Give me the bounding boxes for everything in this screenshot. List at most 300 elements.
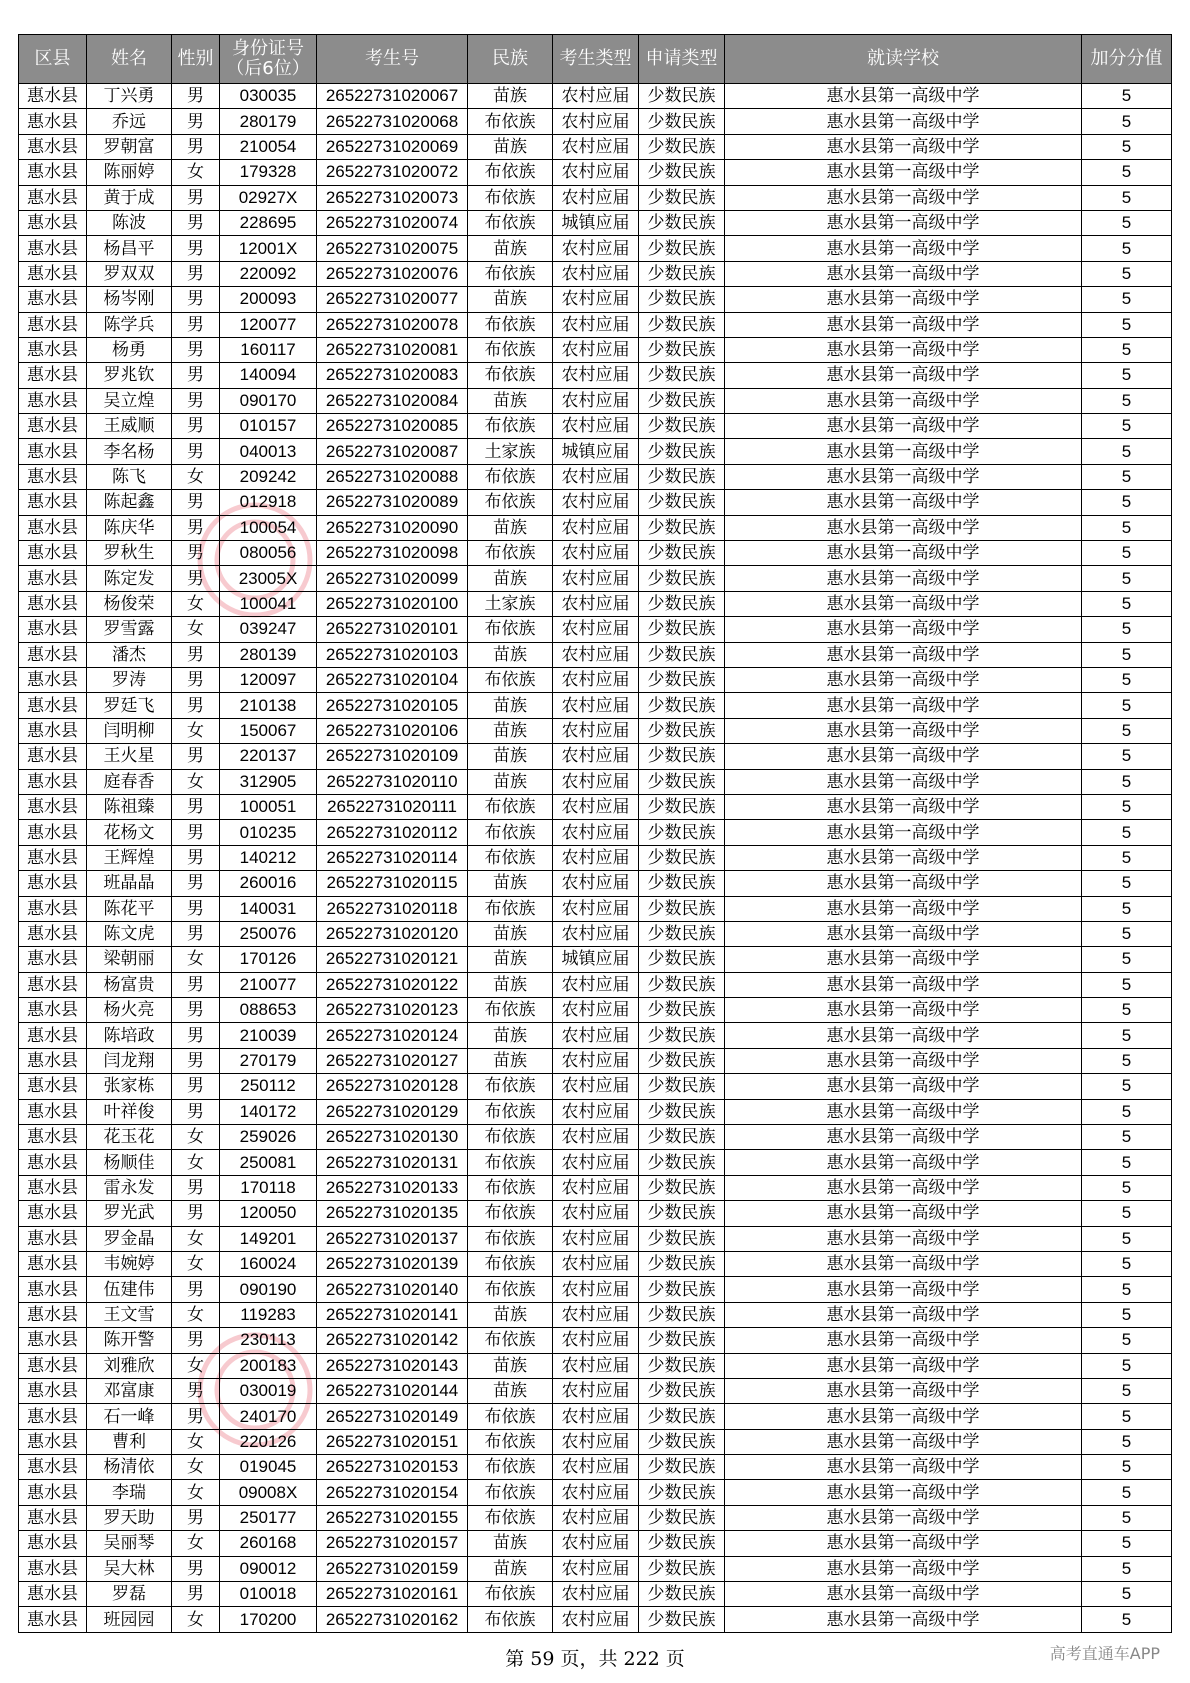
cell-school: 惠水县第一高级中学 xyxy=(725,1505,1082,1530)
cell-school: 惠水县第一高级中学 xyxy=(725,312,1082,337)
cell-candidate-type: 农村应届 xyxy=(553,642,639,667)
cell-district: 惠水县 xyxy=(19,1607,87,1632)
cell-ethnicity: 苗族 xyxy=(468,1302,553,1327)
cell-id-last6: 250076 xyxy=(220,921,317,946)
cell-district: 惠水县 xyxy=(19,972,87,997)
cell-district: 惠水县 xyxy=(19,388,87,413)
cell-application-type: 少数民族 xyxy=(639,541,725,566)
cell-candidate-type: 农村应届 xyxy=(553,1251,639,1276)
cell-candidate-type: 农村应届 xyxy=(553,1480,639,1505)
cell-bonus-points: 5 xyxy=(1082,744,1172,769)
cell-gender: 男 xyxy=(172,1099,220,1124)
cell-exam-number: 26522731020144 xyxy=(317,1378,468,1403)
cell-school: 惠水县第一高级中学 xyxy=(725,490,1082,515)
cell-application-type: 少数民族 xyxy=(639,414,725,439)
table-row xyxy=(19,1125,1172,1150)
cell-school: 惠水县第一高级中学 xyxy=(725,1455,1082,1480)
cell-id-last6: 160117 xyxy=(220,337,317,362)
cell-exam-number: 26522731020085 xyxy=(317,414,468,439)
cell-name: 闫龙翔 xyxy=(87,1048,172,1073)
cell-school: 惠水县第一高级中学 xyxy=(725,1125,1082,1150)
cell-exam-number: 26522731020111 xyxy=(317,794,468,819)
page-number: 第 59 页，共 222 页 xyxy=(505,1648,685,1670)
cell-id-last6: 280179 xyxy=(220,109,317,134)
cell-application-type: 少数民族 xyxy=(639,388,725,413)
cell-id-last6: 012918 xyxy=(220,490,317,515)
cell-gender: 女 xyxy=(172,769,220,794)
cell-exam-number: 26522731020072 xyxy=(317,160,468,185)
cell-bonus-points: 5 xyxy=(1082,642,1172,667)
table-row xyxy=(19,261,1172,286)
cell-school: 惠水县第一高级中学 xyxy=(725,642,1082,667)
cell-school: 惠水县第一高级中学 xyxy=(725,617,1082,642)
cell-exam-number: 26522731020155 xyxy=(317,1505,468,1530)
cell-bonus-points: 5 xyxy=(1082,1455,1172,1480)
cell-school: 惠水县第一高级中学 xyxy=(725,972,1082,997)
table-row xyxy=(19,1023,1172,1048)
cell-exam-number: 26522731020100 xyxy=(317,591,468,616)
cell-id-last6: 088653 xyxy=(220,998,317,1023)
cell-exam-number: 26522731020081 xyxy=(317,337,468,362)
cell-exam-number: 26522731020141 xyxy=(317,1302,468,1327)
cell-gender: 男 xyxy=(172,312,220,337)
cell-school: 惠水县第一高级中学 xyxy=(725,1048,1082,1073)
cell-exam-number: 26522731020161 xyxy=(317,1582,468,1607)
cell-ethnicity: 苗族 xyxy=(468,1378,553,1403)
cell-candidate-type: 农村应届 xyxy=(553,160,639,185)
cell-district: 惠水县 xyxy=(19,1175,87,1200)
cell-bonus-points: 5 xyxy=(1082,388,1172,413)
cell-gender: 女 xyxy=(172,464,220,489)
cell-exam-number: 26522731020162 xyxy=(317,1607,468,1632)
cell-candidate-type: 农村应届 xyxy=(553,693,639,718)
cell-school: 惠水县第一高级中学 xyxy=(725,566,1082,591)
cell-id-last6: 23005X xyxy=(220,566,317,591)
cell-application-type: 少数民族 xyxy=(639,363,725,388)
cell-bonus-points: 5 xyxy=(1082,1226,1172,1251)
cell-exam-number: 26522731020074 xyxy=(317,210,468,235)
cell-name: 罗朝富 xyxy=(87,134,172,159)
cell-bonus-points: 5 xyxy=(1082,1175,1172,1200)
table-row xyxy=(19,210,1172,235)
cell-gender: 男 xyxy=(172,490,220,515)
cell-name: 陈祖臻 xyxy=(87,794,172,819)
cell-gender: 男 xyxy=(172,1404,220,1429)
cell-application-type: 少数民族 xyxy=(639,1556,725,1581)
cell-ethnicity: 苗族 xyxy=(468,642,553,667)
cell-district: 惠水县 xyxy=(19,1201,87,1226)
cell-name: 杨俊荣 xyxy=(87,591,172,616)
table-row xyxy=(19,744,1172,769)
cell-gender: 男 xyxy=(172,921,220,946)
cell-school: 惠水县第一高级中学 xyxy=(725,1251,1082,1276)
cell-name: 吴大林 xyxy=(87,1556,172,1581)
cell-ethnicity: 布依族 xyxy=(468,1607,553,1632)
cell-application-type: 少数民族 xyxy=(639,617,725,642)
header-name: 姓名 xyxy=(87,35,172,84)
cell-candidate-type: 城镇应届 xyxy=(553,439,639,464)
cell-application-type: 少数民族 xyxy=(639,1378,725,1403)
cell-id-last6: 100041 xyxy=(220,591,317,616)
cell-gender: 女 xyxy=(172,1607,220,1632)
cell-application-type: 少数民族 xyxy=(639,109,725,134)
cell-gender: 女 xyxy=(172,591,220,616)
table-row xyxy=(19,1378,1172,1403)
cell-district: 惠水县 xyxy=(19,921,87,946)
table-row xyxy=(19,718,1172,743)
cell-application-type: 少数民族 xyxy=(639,464,725,489)
cell-id-last6: 149201 xyxy=(220,1226,317,1251)
table-row xyxy=(19,794,1172,819)
cell-exam-number: 26522731020089 xyxy=(317,490,468,515)
cell-candidate-type: 农村应届 xyxy=(553,541,639,566)
table-row xyxy=(19,236,1172,261)
cell-bonus-points: 5 xyxy=(1082,84,1172,109)
cell-ethnicity: 布依族 xyxy=(468,464,553,489)
cell-gender: 男 xyxy=(172,1328,220,1353)
cell-ethnicity: 布依族 xyxy=(468,1150,553,1175)
cell-name: 潘杰 xyxy=(87,642,172,667)
cell-candidate-type: 农村应届 xyxy=(553,1023,639,1048)
cell-id-last6: 120097 xyxy=(220,667,317,692)
cell-school: 惠水县第一高级中学 xyxy=(725,896,1082,921)
cell-application-type: 少数民族 xyxy=(639,1582,725,1607)
cell-exam-number: 26522731020088 xyxy=(317,464,468,489)
cell-application-type: 少数民族 xyxy=(639,312,725,337)
table-row xyxy=(19,439,1172,464)
cell-name: 乔远 xyxy=(87,109,172,134)
cell-id-last6: 140094 xyxy=(220,363,317,388)
cell-id-last6: 010157 xyxy=(220,414,317,439)
cell-school: 惠水县第一高级中学 xyxy=(725,84,1082,109)
cell-gender: 女 xyxy=(172,1455,220,1480)
table-header-row xyxy=(19,35,1172,84)
cell-district: 惠水县 xyxy=(19,1226,87,1251)
cell-exam-number: 26522731020104 xyxy=(317,667,468,692)
cell-candidate-type: 农村应届 xyxy=(553,794,639,819)
cell-district: 惠水县 xyxy=(19,1150,87,1175)
cell-name: 闫明柳 xyxy=(87,718,172,743)
cell-gender: 男 xyxy=(172,972,220,997)
cell-ethnicity: 布依族 xyxy=(468,312,553,337)
cell-ethnicity: 布依族 xyxy=(468,794,553,819)
cell-name: 杨火亮 xyxy=(87,998,172,1023)
cell-bonus-points: 5 xyxy=(1082,693,1172,718)
cell-name: 黄于成 xyxy=(87,185,172,210)
table-row xyxy=(19,1582,1172,1607)
cell-id-last6: 010018 xyxy=(220,1582,317,1607)
cell-gender: 男 xyxy=(172,363,220,388)
cell-gender: 男 xyxy=(172,109,220,134)
cell-application-type: 少数民族 xyxy=(639,591,725,616)
cell-ethnicity: 苗族 xyxy=(468,134,553,159)
cell-ethnicity: 苗族 xyxy=(468,566,553,591)
cell-district: 惠水县 xyxy=(19,1455,87,1480)
cell-application-type: 少数民族 xyxy=(639,693,725,718)
cell-school: 惠水县第一高级中学 xyxy=(725,1404,1082,1429)
cell-school: 惠水县第一高级中学 xyxy=(725,693,1082,718)
cell-school: 惠水县第一高级中学 xyxy=(725,1378,1082,1403)
cell-id-last6: 250081 xyxy=(220,1150,317,1175)
cell-id-last6: 210138 xyxy=(220,693,317,718)
cell-ethnicity: 布依族 xyxy=(468,1175,553,1200)
cell-ethnicity: 苗族 xyxy=(468,287,553,312)
cell-ethnicity: 苗族 xyxy=(468,972,553,997)
cell-exam-number: 26522731020106 xyxy=(317,718,468,743)
cell-bonus-points: 5 xyxy=(1082,896,1172,921)
cell-school: 惠水县第一高级中学 xyxy=(725,1074,1082,1099)
cell-candidate-type: 农村应届 xyxy=(553,515,639,540)
cell-ethnicity: 苗族 xyxy=(468,1556,553,1581)
cell-bonus-points: 5 xyxy=(1082,794,1172,819)
cell-ethnicity: 布依族 xyxy=(468,337,553,362)
cell-id-last6: 170118 xyxy=(220,1175,317,1200)
cell-ethnicity: 布依族 xyxy=(468,490,553,515)
cell-gender: 男 xyxy=(172,998,220,1023)
cell-candidate-type: 农村应届 xyxy=(553,998,639,1023)
cell-application-type: 少数民族 xyxy=(639,921,725,946)
cell-id-last6: 210077 xyxy=(220,972,317,997)
cell-gender: 女 xyxy=(172,1429,220,1454)
table-row xyxy=(19,1074,1172,1099)
cell-application-type: 少数民族 xyxy=(639,337,725,362)
cell-gender: 男 xyxy=(172,541,220,566)
cell-id-last6: 170126 xyxy=(220,947,317,972)
cell-id-last6: 209242 xyxy=(220,464,317,489)
cell-candidate-type: 农村应届 xyxy=(553,1099,639,1124)
table-row xyxy=(19,693,1172,718)
cell-application-type: 少数民族 xyxy=(639,998,725,1023)
cell-bonus-points: 5 xyxy=(1082,236,1172,261)
cell-candidate-type: 农村应届 xyxy=(553,744,639,769)
table-row xyxy=(19,84,1172,109)
header-candidate-type: 考生类型 xyxy=(553,35,639,84)
cell-application-type: 少数民族 xyxy=(639,1480,725,1505)
cell-gender: 男 xyxy=(172,642,220,667)
cell-bonus-points: 5 xyxy=(1082,1201,1172,1226)
cell-exam-number: 26522731020129 xyxy=(317,1099,468,1124)
cell-school: 惠水县第一高级中学 xyxy=(725,1480,1082,1505)
table-row xyxy=(19,490,1172,515)
cell-application-type: 少数民族 xyxy=(639,1150,725,1175)
cell-name: 石一峰 xyxy=(87,1404,172,1429)
cell-district: 惠水县 xyxy=(19,515,87,540)
table-row xyxy=(19,998,1172,1023)
cell-exam-number: 26522731020098 xyxy=(317,541,468,566)
table-row xyxy=(19,617,1172,642)
cell-school: 惠水县第一高级中学 xyxy=(725,947,1082,972)
cell-ethnicity: 布依族 xyxy=(468,896,553,921)
cell-ethnicity: 苗族 xyxy=(468,1531,553,1556)
cell-school: 惠水县第一高级中学 xyxy=(725,515,1082,540)
table-row xyxy=(19,388,1172,413)
cell-name: 李瑞 xyxy=(87,1480,172,1505)
cell-name: 雷永发 xyxy=(87,1175,172,1200)
table-row xyxy=(19,109,1172,134)
cell-district: 惠水县 xyxy=(19,1505,87,1530)
cell-gender: 女 xyxy=(172,1480,220,1505)
cell-gender: 男 xyxy=(172,896,220,921)
cell-district: 惠水县 xyxy=(19,1023,87,1048)
cell-name: 罗磊 xyxy=(87,1582,172,1607)
table-row xyxy=(19,769,1172,794)
cell-exam-number: 26522731020131 xyxy=(317,1150,468,1175)
cell-ethnicity: 布依族 xyxy=(468,667,553,692)
cell-candidate-type: 农村应届 xyxy=(553,1455,639,1480)
cell-district: 惠水县 xyxy=(19,236,87,261)
cell-school: 惠水县第一高级中学 xyxy=(725,591,1082,616)
cell-name: 罗雪露 xyxy=(87,617,172,642)
cell-candidate-type: 农村应届 xyxy=(553,490,639,515)
table-row xyxy=(19,1480,1172,1505)
cell-ethnicity: 苗族 xyxy=(468,388,553,413)
cell-gender: 男 xyxy=(172,1582,220,1607)
cell-school: 惠水县第一高级中学 xyxy=(725,541,1082,566)
cell-name: 王威顺 xyxy=(87,414,172,439)
cell-district: 惠水县 xyxy=(19,744,87,769)
cell-ethnicity: 布依族 xyxy=(468,414,553,439)
cell-school: 惠水县第一高级中学 xyxy=(725,718,1082,743)
cell-exam-number: 26522731020110 xyxy=(317,769,468,794)
cell-name: 王文雪 xyxy=(87,1302,172,1327)
cell-application-type: 少数民族 xyxy=(639,287,725,312)
cell-id-last6: 019045 xyxy=(220,1455,317,1480)
cell-candidate-type: 农村应届 xyxy=(553,134,639,159)
cell-ethnicity: 苗族 xyxy=(468,744,553,769)
cell-ethnicity: 苗族 xyxy=(468,693,553,718)
cell-exam-number: 26522731020124 xyxy=(317,1023,468,1048)
cell-id-last6: 179328 xyxy=(220,160,317,185)
cell-id-last6: 228695 xyxy=(220,210,317,235)
cell-bonus-points: 5 xyxy=(1082,210,1172,235)
cell-id-last6: 140031 xyxy=(220,896,317,921)
cell-district: 惠水县 xyxy=(19,439,87,464)
table-row xyxy=(19,414,1172,439)
cell-bonus-points: 5 xyxy=(1082,134,1172,159)
cell-bonus-points: 5 xyxy=(1082,1099,1172,1124)
cell-bonus-points: 5 xyxy=(1082,1251,1172,1276)
cell-ethnicity: 布依族 xyxy=(468,1404,553,1429)
cell-candidate-type: 农村应届 xyxy=(553,337,639,362)
cell-gender: 男 xyxy=(172,845,220,870)
cell-district: 惠水县 xyxy=(19,591,87,616)
cell-name: 陈培政 xyxy=(87,1023,172,1048)
cell-ethnicity: 布依族 xyxy=(468,1099,553,1124)
cell-id-last6: 09008X xyxy=(220,1480,317,1505)
cell-bonus-points: 5 xyxy=(1082,490,1172,515)
table-row xyxy=(19,642,1172,667)
cell-gender: 男 xyxy=(172,261,220,286)
cell-school: 惠水县第一高级中学 xyxy=(725,1556,1082,1581)
cell-bonus-points: 5 xyxy=(1082,1404,1172,1429)
cell-bonus-points: 5 xyxy=(1082,109,1172,134)
cell-bonus-points: 5 xyxy=(1082,769,1172,794)
cell-id-last6: 090190 xyxy=(220,1277,317,1302)
cell-district: 惠水县 xyxy=(19,1048,87,1073)
cell-ethnicity: 苗族 xyxy=(468,84,553,109)
cell-gender: 男 xyxy=(172,566,220,591)
cell-name: 吴丽琴 xyxy=(87,1531,172,1556)
cell-ethnicity: 布依族 xyxy=(468,820,553,845)
cell-gender: 男 xyxy=(172,1505,220,1530)
cell-exam-number: 26522731020083 xyxy=(317,363,468,388)
cell-exam-number: 26522731020101 xyxy=(317,617,468,642)
cell-ethnicity: 布依族 xyxy=(468,210,553,235)
cell-district: 惠水县 xyxy=(19,337,87,362)
cell-school: 惠水县第一高级中学 xyxy=(725,794,1082,819)
cell-school: 惠水县第一高级中学 xyxy=(725,109,1082,134)
cell-application-type: 少数民族 xyxy=(639,1175,725,1200)
table-row xyxy=(19,1048,1172,1073)
cell-exam-number: 26522731020105 xyxy=(317,693,468,718)
cell-district: 惠水县 xyxy=(19,363,87,388)
cell-exam-number: 26522731020122 xyxy=(317,972,468,997)
cell-gender: 男 xyxy=(172,236,220,261)
table-row xyxy=(19,820,1172,845)
cell-school: 惠水县第一高级中学 xyxy=(725,1582,1082,1607)
cell-application-type: 少数民族 xyxy=(639,84,725,109)
table-row xyxy=(19,845,1172,870)
cell-ethnicity: 苗族 xyxy=(468,947,553,972)
cell-id-last6: 200093 xyxy=(220,287,317,312)
cell-ethnicity: 布依族 xyxy=(468,1251,553,1276)
cell-application-type: 少数民族 xyxy=(639,972,725,997)
cell-district: 惠水县 xyxy=(19,287,87,312)
cell-school: 惠水县第一高级中学 xyxy=(725,1607,1082,1632)
cell-candidate-type: 农村应届 xyxy=(553,1404,639,1429)
cell-id-last6: 119283 xyxy=(220,1302,317,1327)
header-id-last6: 身份证号 （后6位） xyxy=(220,35,317,84)
cell-application-type: 少数民族 xyxy=(639,744,725,769)
cell-bonus-points: 5 xyxy=(1082,337,1172,362)
cell-name: 杨顺佳 xyxy=(87,1150,172,1175)
cell-bonus-points: 5 xyxy=(1082,1353,1172,1378)
cell-candidate-type: 农村应届 xyxy=(553,1302,639,1327)
cell-exam-number: 26522731020121 xyxy=(317,947,468,972)
cell-exam-number: 26522731020099 xyxy=(317,566,468,591)
cell-ethnicity: 布依族 xyxy=(468,1505,553,1530)
cell-exam-number: 26522731020130 xyxy=(317,1125,468,1150)
cell-exam-number: 26522731020140 xyxy=(317,1277,468,1302)
cell-application-type: 少数民族 xyxy=(639,1607,725,1632)
cell-exam-number: 26522731020103 xyxy=(317,642,468,667)
cell-gender: 男 xyxy=(172,794,220,819)
cell-application-type: 少数民族 xyxy=(639,1251,725,1276)
cell-id-last6: 100054 xyxy=(220,515,317,540)
cell-id-last6: 280139 xyxy=(220,642,317,667)
cell-district: 惠水县 xyxy=(19,947,87,972)
score-bonus-table xyxy=(18,34,1171,1633)
cell-id-last6: 220092 xyxy=(220,261,317,286)
cell-name: 杨清依 xyxy=(87,1455,172,1480)
table-row xyxy=(19,1607,1172,1632)
cell-gender: 女 xyxy=(172,1125,220,1150)
cell-exam-number: 26522731020133 xyxy=(317,1175,468,1200)
table-row xyxy=(19,871,1172,896)
cell-ethnicity: 土家族 xyxy=(468,591,553,616)
cell-exam-number: 26522731020069 xyxy=(317,134,468,159)
cell-district: 惠水县 xyxy=(19,261,87,286)
cell-bonus-points: 5 xyxy=(1082,1125,1172,1150)
cell-ethnicity: 布依族 xyxy=(468,998,553,1023)
cell-candidate-type: 农村应届 xyxy=(553,236,639,261)
cell-candidate-type: 农村应届 xyxy=(553,312,639,337)
cell-candidate-type: 农村应届 xyxy=(553,363,639,388)
cell-application-type: 少数民族 xyxy=(639,1429,725,1454)
cell-candidate-type: 农村应届 xyxy=(553,1201,639,1226)
cell-candidate-type: 农村应届 xyxy=(553,1556,639,1581)
cell-district: 惠水县 xyxy=(19,134,87,159)
